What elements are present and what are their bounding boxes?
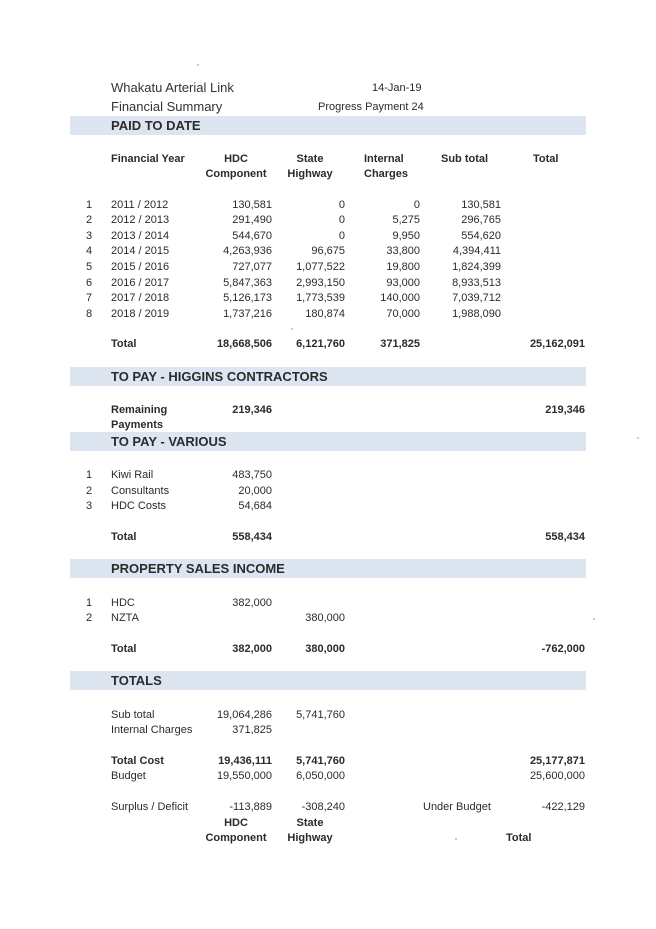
budget-state-highway: 6,050,000 xyxy=(296,770,345,782)
row-name: Kiwi Rail xyxy=(111,469,154,481)
row-internal-charges: 140,000 xyxy=(380,292,420,304)
row-hdc: 483,750 xyxy=(232,469,272,481)
col-state-highway-line1: State xyxy=(296,153,324,165)
total-cost-label: Total Cost xyxy=(111,755,164,767)
paid-total-internal-charges: 371,825 xyxy=(380,338,420,350)
row-year: 2014 / 2015 xyxy=(111,245,170,257)
row-hdc: 544,670 xyxy=(232,230,272,242)
property-total-label: Total xyxy=(111,643,137,655)
scan-speck xyxy=(197,64,199,66)
property-total-hdc: 382,000 xyxy=(232,643,272,655)
subtotal-hdc: 19,064,286 xyxy=(216,709,272,721)
row-sub-total: 1,824,399 xyxy=(452,261,501,273)
row-sub-total: 130,581 xyxy=(461,199,501,211)
row-sub-total: 8,933,513 xyxy=(452,277,501,289)
row-sub-total: 4,394,411 xyxy=(452,245,501,257)
row-hdc: 5,847,363 xyxy=(223,277,272,289)
property-total-state-highway: 380,000 xyxy=(305,643,345,655)
row-sub-total: 554,620 xyxy=(461,230,501,242)
row-name: HDC Costs xyxy=(111,500,167,512)
col-total: Total xyxy=(533,153,559,165)
scan-speck xyxy=(291,328,293,330)
row-name: HDC xyxy=(111,597,135,609)
footer-hdc-line2: Component xyxy=(205,832,267,844)
row-number: 1 xyxy=(86,597,93,609)
scan-speck xyxy=(593,618,595,620)
row-year: 2013 / 2014 xyxy=(111,230,170,242)
paid-total-hdc: 18,668,506 xyxy=(216,338,272,350)
row-number: 3 xyxy=(86,500,93,512)
paid-total-label: Total xyxy=(111,338,137,350)
row-hdc: 130,581 xyxy=(232,199,272,211)
row-state-highway: 0 xyxy=(338,199,345,211)
footer-state-highway-line1: State xyxy=(296,817,324,829)
progress-payment-label: Progress Payment 24 xyxy=(318,101,424,113)
row-internal-charges: 5,275 xyxy=(392,214,420,226)
row-year: 2017 / 2018 xyxy=(111,292,170,304)
scan-speck xyxy=(637,437,639,439)
various-total-label: Total xyxy=(111,531,137,543)
internal-charges-hdc: 371,825 xyxy=(232,724,272,736)
property-heading: PROPERTY SALES INCOME xyxy=(111,561,285,576)
col-state-highway-line2: Highway xyxy=(287,168,333,180)
higgins-total: 219,346 xyxy=(545,404,585,416)
total-cost-hdc: 19,436,111 xyxy=(218,755,272,767)
row-hdc: 20,000 xyxy=(238,485,272,497)
row-internal-charges: 33,800 xyxy=(386,245,420,257)
row-number: 4 xyxy=(86,245,93,257)
higgins-heading: TO PAY - HIGGINS CONTRACTORS xyxy=(111,369,328,384)
paid-total-state-highway: 6,121,760 xyxy=(296,338,345,350)
row-state-highway: 380,000 xyxy=(305,612,345,624)
document-subtitle: Financial Summary xyxy=(111,99,223,114)
row-year: 2016 / 2017 xyxy=(111,277,170,289)
row-sub-total: 7,039,712 xyxy=(452,292,501,304)
budget-total: 25,600,000 xyxy=(529,770,585,782)
col-internal-line2: Charges xyxy=(364,168,409,180)
row-hdc: 291,490 xyxy=(232,214,272,226)
higgins-label-line1: Remaining xyxy=(111,404,168,416)
row-state-highway: 1,773,539 xyxy=(296,292,345,304)
subtotal-state-highway: 5,741,760 xyxy=(296,709,345,721)
row-internal-charges: 19,800 xyxy=(386,261,420,273)
row-state-highway: 0 xyxy=(338,214,345,226)
row-hdc: 727,077 xyxy=(232,261,272,273)
row-year: 2011 / 2012 xyxy=(111,199,169,211)
totals-heading: TOTALS xyxy=(111,673,162,688)
footer-hdc-line1: HDC xyxy=(224,817,248,829)
row-sub-total: 296,765 xyxy=(461,214,501,226)
row-sub-total: 1,988,090 xyxy=(452,308,501,320)
row-number: 1 xyxy=(86,199,93,211)
row-number: 8 xyxy=(86,308,93,320)
row-state-highway: 1,077,522 xyxy=(296,261,345,273)
total-cost-total: 25,177,871 xyxy=(529,755,585,767)
row-number: 2 xyxy=(86,612,93,624)
under-budget-label: Under Budget xyxy=(423,801,491,813)
internal-charges-label: Internal Charges xyxy=(111,724,193,736)
higgins-hdc: 219,346 xyxy=(232,404,272,416)
budget-label: Budget xyxy=(111,770,146,782)
row-name: NZTA xyxy=(111,612,139,624)
various-total-total: 558,434 xyxy=(545,531,585,543)
row-internal-charges: 93,000 xyxy=(386,277,420,289)
row-hdc: 4,263,936 xyxy=(223,245,272,257)
footer-state-highway-line2: Highway xyxy=(287,832,333,844)
row-number: 2 xyxy=(86,214,93,226)
total-cost-state-highway: 5,741,760 xyxy=(296,755,345,767)
higgins-label-line2: Payments xyxy=(111,419,163,431)
various-total-hdc: 558,434 xyxy=(232,531,272,543)
row-number: 1 xyxy=(86,469,93,481)
surplus-deficit-total: -422,129 xyxy=(541,801,585,813)
row-number: 5 xyxy=(86,261,93,273)
row-state-highway: 2,993,150 xyxy=(296,277,345,289)
row-internal-charges: 0 xyxy=(413,199,420,211)
paid-to-date-heading: PAID TO DATE xyxy=(111,118,201,133)
row-number: 6 xyxy=(86,277,93,289)
row-number: 3 xyxy=(86,230,93,242)
row-state-highway: 0 xyxy=(338,230,345,242)
scan-speck xyxy=(455,838,457,840)
document-title: Whakatu Arterial Link xyxy=(111,80,234,95)
row-internal-charges: 70,000 xyxy=(386,308,420,320)
col-hdc-line2: Component xyxy=(205,168,267,180)
row-internal-charges: 9,950 xyxy=(392,230,420,242)
various-heading: TO PAY - VARIOUS xyxy=(111,434,227,449)
budget-hdc: 19,550,000 xyxy=(216,770,272,782)
row-hdc: 54,684 xyxy=(238,500,272,512)
row-number: 7 xyxy=(86,292,93,304)
paid-total-total: 25,162,091 xyxy=(529,338,585,350)
row-hdc: 382,000 xyxy=(232,597,272,609)
surplus-deficit-hdc: -113,889 xyxy=(229,801,272,813)
footer-total: Total xyxy=(506,832,532,844)
surplus-deficit-state-highway: -308,240 xyxy=(301,801,345,813)
row-state-highway: 96,675 xyxy=(311,245,345,257)
surplus-deficit-label: Surplus / Deficit xyxy=(111,801,189,813)
row-year: 2012 / 2013 xyxy=(111,214,170,226)
row-hdc: 1,737,216 xyxy=(223,308,272,320)
col-hdc-line1: HDC xyxy=(224,153,248,165)
property-total-total: -762,000 xyxy=(541,643,585,655)
report-date: 14-Jan-19 xyxy=(372,82,422,94)
subtotal-label: Sub total xyxy=(111,709,155,721)
col-internal-line1: Internal xyxy=(364,153,404,165)
row-name: Consultants xyxy=(111,485,170,497)
row-number: 2 xyxy=(86,485,93,497)
row-state-highway: 180,874 xyxy=(305,308,345,320)
row-year: 2018 / 2019 xyxy=(111,308,170,320)
row-year: 2015 / 2016 xyxy=(111,261,170,273)
row-hdc: 5,126,173 xyxy=(223,292,272,304)
col-sub-total: Sub total xyxy=(441,153,489,165)
col-financial-year: Financial Year xyxy=(111,153,185,165)
